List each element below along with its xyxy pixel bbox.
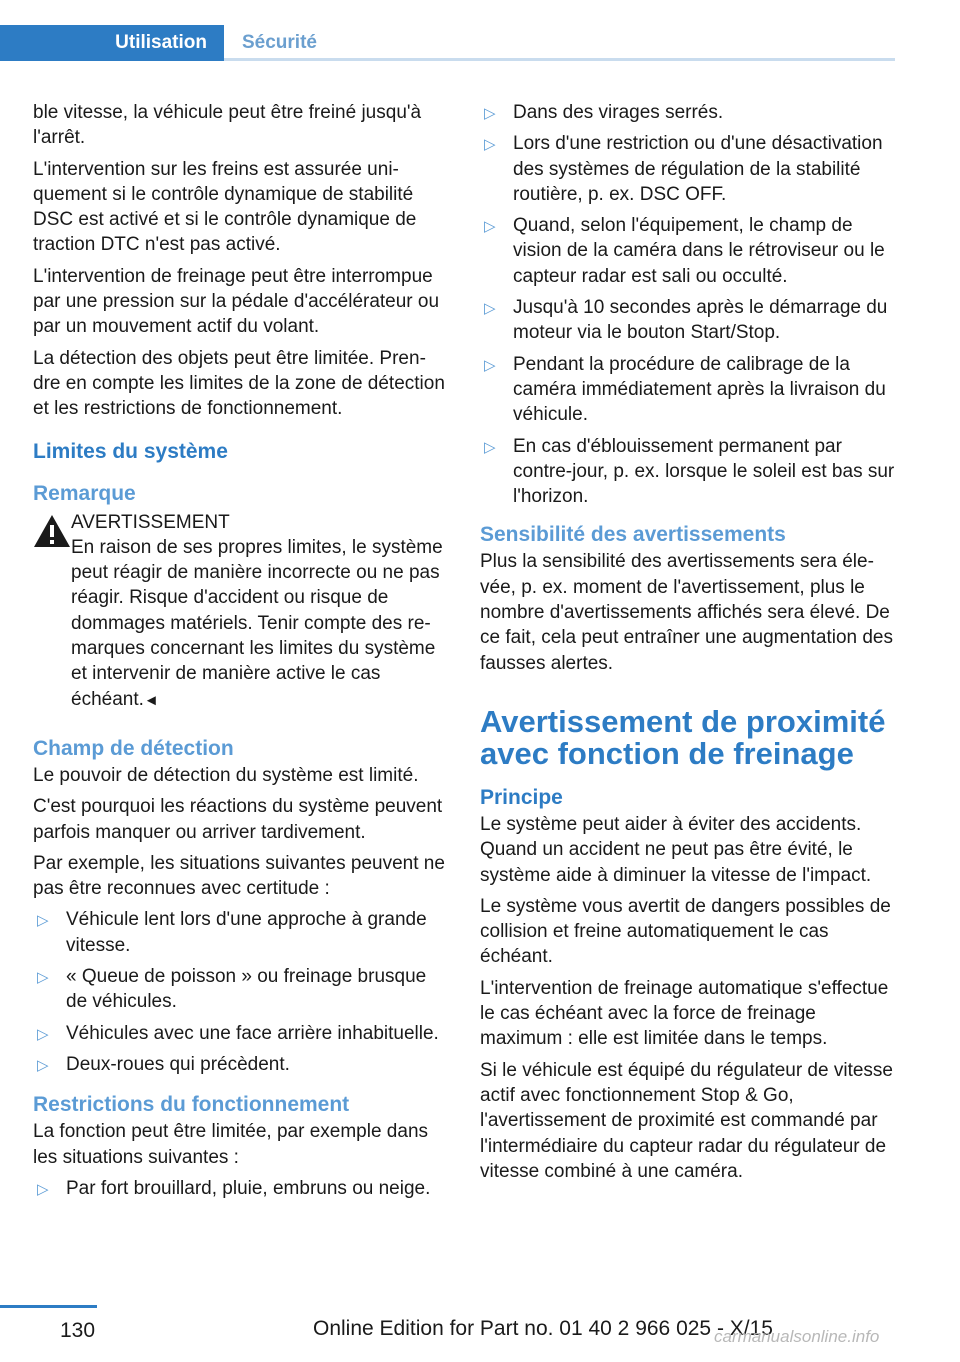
- warning-title: AVERTISSEMENT: [71, 511, 230, 533]
- chapter-tabs: [0, 25, 895, 61]
- heading-champ: Champ de détection: [33, 736, 234, 760]
- page-number: 130: [60, 1319, 96, 1342]
- left-column: [33, 100, 447, 1207]
- triangle-bullet-icon: ▷: [37, 912, 49, 930]
- list-item: ▷ Pendant la procédure de calibrage de la caméra immédiatement après la livraison du véhicule.: [484, 353, 886, 426]
- list-item: ▷ Par fort brouillard, pluie, embruns ou neige.: [33, 1176, 447, 1201]
- watermark: carmanualsonline.info: [714, 1327, 880, 1346]
- list-restrictions-cont: [480, 100, 896, 509]
- tab-securite[interactable]: Sécurité: [224, 25, 895, 61]
- list-item: ▷ Dans des virages serrés.: [480, 100, 896, 125]
- triangle-bullet-icon: ▷: [37, 1180, 49, 1198]
- list-item: ▷ Lors d'une restriction ou d'une désactivation des systèmes de régulation de la stabilité routière, p. ex. DSC OFF.: [484, 133, 883, 205]
- warning-triangle-icon: [33, 514, 71, 548]
- triangle-bullet-icon: ▷: [484, 105, 496, 122]
- list-item: ▷ « Queue de poisson » ou freinage brusque de véhicules.: [37, 966, 427, 1013]
- paragraph: L'intervention de freinage peut être interrompue par une pression sur la pédale d'accélérateur ou par un mouvement actif du volant.: [33, 265, 440, 338]
- paragraph: ble vitesse, la véhicule peut être freiné jusqu'à l'arrêt.: [33, 102, 422, 149]
- end-mark-icon: ◄: [143, 691, 159, 709]
- warning-box: [33, 510, 447, 713]
- footer-rule: [0, 1305, 97, 1308]
- paragraph: C'est pourquoi les réactions du système peuvent parfois manquer ou arriver tardivement.: [33, 796, 443, 843]
- paragraph: La détection des objets peut être limitée. Prendre en compte les limites de la zone de détection et les restrictions de fonctionnement.: [33, 347, 445, 420]
- list-item: ▷ Deux-roues qui précèdent.: [33, 1052, 447, 1077]
- list-item: ▷ Véhicules avec une face arrière inhabituelle.: [33, 1021, 447, 1046]
- paragraph: Le système vous avertit de dangers possibles de collision et freine automatiquement le cas échéant.: [480, 895, 891, 968]
- list-item: ▷ Jusqu'à 10 secondes après le démarrage du moteur via le bouton Start/Stop.: [484, 297, 888, 344]
- paragraph: Si le véhicule est équipé du régulateur de vitesse actif avec fonctionnement Stop & Go, l'avertissement de proximité est commandé par l'intermédiaire du capteur radar du régulateur de vitesse combiné à une caméra.: [480, 1059, 893, 1182]
- warning-text: En raison de ses propres limites, le système peut réagir de manière incorrecte ou ne pas réagir. Risque d'accident ou risque de dommages matériels. Tenir compte des remarques concernant les limites du système et intervenir de manière active le cas échéant.◄: [71, 536, 443, 710]
- paragraph: Plus la sensibilité des avertissements sera élevée, p. ex. moment de l'avertissement, plus le nombre d'avertissements affichés sera élevé. De ce fait, cela peut entraîner une augmentation des fausses alertes.: [480, 551, 893, 674]
- edition-note: Online Edition for Part no. 01 40 2 966 025 - X/15: [313, 1317, 773, 1340]
- paragraph: Le pouvoir de détection du système est limité.: [33, 764, 419, 786]
- heading-principe: Principe: [480, 785, 563, 809]
- tab-utilisation[interactable]: Utilisation: [0, 25, 224, 61]
- heading-remarque: Remarque: [33, 481, 136, 505]
- section-title: Avertissement de proximité avec fonction de freinage: [480, 703, 886, 771]
- triangle-bullet-icon: ▷: [484, 136, 496, 154]
- list-item: ▷ Quand, selon l'équipement, le champ de vision de la caméra dans le rétroviseur ou le capteur radar est sali ou occulté.: [484, 215, 885, 287]
- list-item: ▷ En cas d'éblouissement permanent par contre-jour, p. ex. lorsque le soleil est bas sur l'horizon.: [484, 435, 895, 508]
- triangle-bullet-icon: ▷: [484, 218, 496, 236]
- triangle-bullet-icon: ▷: [484, 438, 496, 456]
- heading-restrictions: Restrictions du fonctionnement: [33, 1093, 350, 1117]
- paragraph: Par exemple, les situations suivantes peuvent ne pas être reconnues avec certitude :: [33, 852, 445, 900]
- triangle-bullet-icon: ▷: [484, 300, 496, 318]
- triangle-bullet-icon: ▷: [37, 1056, 49, 1074]
- list-item: ▷ Véhicule lent lors d'une approche à grande vitesse.: [37, 909, 427, 956]
- paragraph: L'intervention de freinage automatique s'effectue le cas échéant avec la force de freinage maximum : elle est limitée dans le temps.: [480, 977, 889, 1050]
- paragraph: Le système peut aider à éviter des accidents. Quand un accident ne peut pas être évité, le système aide à diminuer la vitesse de l'impact.: [480, 813, 872, 886]
- list-situations: [33, 907, 447, 1077]
- list-restrictions: [33, 1176, 447, 1201]
- paragraph: L'intervention sur les freins est assurée uniquement si le contrôle dynamique de stabilité DSC est activé et si le contrôle dynamique de traction DTC n'est pas activé.: [33, 158, 417, 256]
- triangle-bullet-icon: ▷: [484, 356, 496, 374]
- heading-sensibilite: Sensibilité des avertissements: [480, 523, 786, 547]
- triangle-bullet-icon: ▷: [37, 969, 49, 987]
- right-column: [480, 100, 896, 1190]
- paragraph: La fonction peut être limitée, par exemple dans les situations suivantes :: [33, 1121, 429, 1168]
- triangle-bullet-icon: ▷: [37, 1025, 49, 1043]
- heading-limites: Limites du système: [33, 439, 228, 463]
